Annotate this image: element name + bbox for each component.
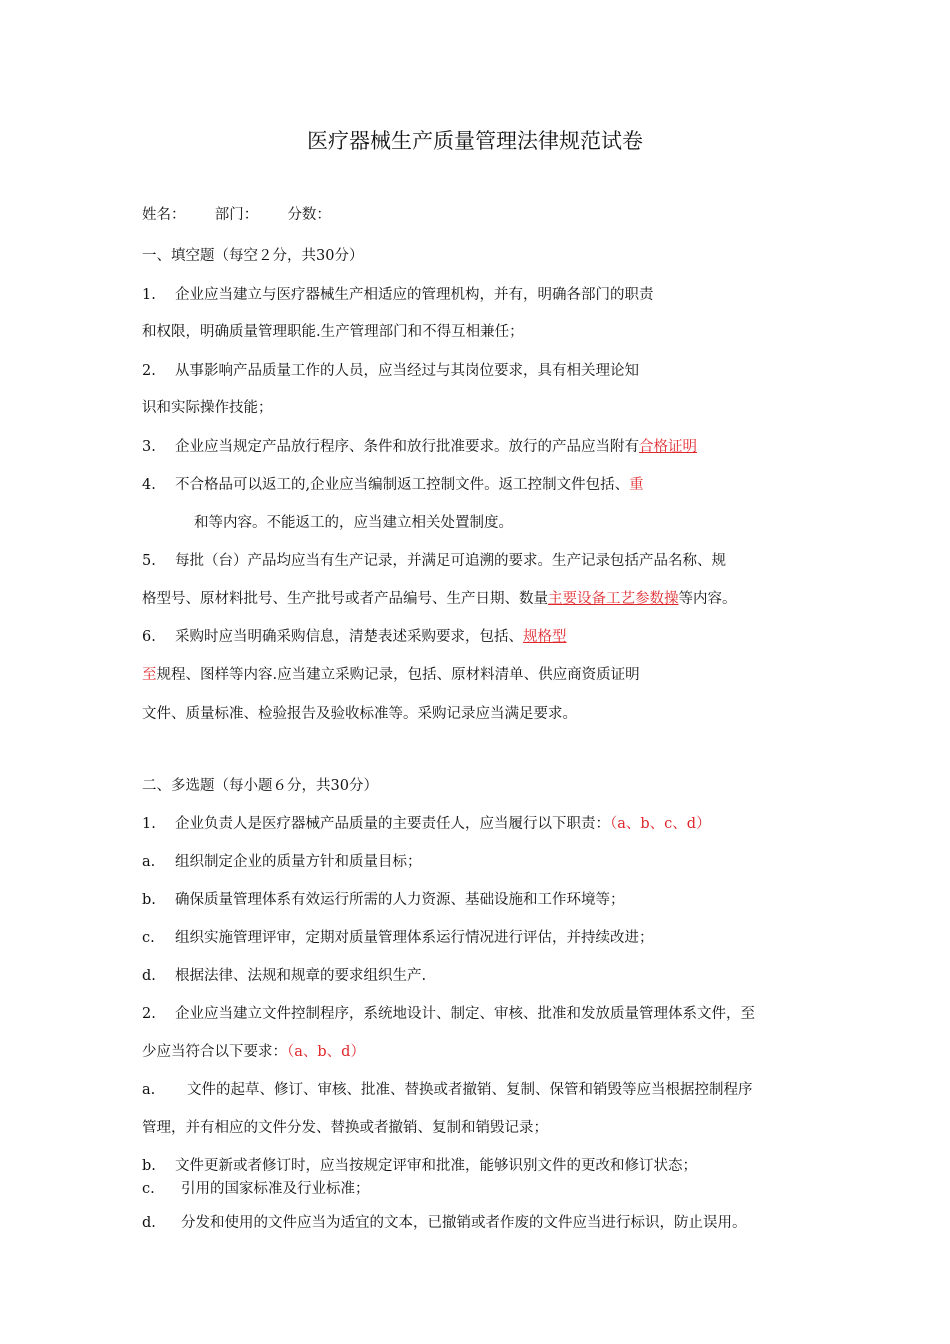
name-field-label: 姓名： [142,207,186,223]
option-d: d. 分发和使用的文件应当为适宜的文本，已撤销或者作废的文件应当进行标识，防止误用。 [142,1215,747,1231]
fill-question-6-cont2: 文件、质量标准、检验报告及验收标准等。采购记录应当满足要求。 [142,706,577,722]
answer-text: 规格型 [523,629,567,645]
option-a: a. 文件的起草、修订、审核、批准、替换或者撤销、复制、保管和销毁等应当根据控制程序 [142,1082,753,1098]
section2-heading: 二、多选题（每小题６分，共30分） [142,778,378,794]
answer-text: （a、b、d） [287,1044,365,1060]
fill-question-1: 1. 企业应当建立与医疗器械生产相适应的管理机构，并有，明确各部门的职责 [142,287,654,303]
fill-question-6: 6. 采购时应当明确采购信息，清楚表述采购要求，包括、规格型 [142,629,567,645]
fill-question-6-cont: 至规程、图样等内容.应当建立采购记录，包括、原材料清单、供应商资质证明 [142,667,640,683]
choice-question-1: 1. 企业负责人是医疗器械产品质量的主要责任人，应当履行以下职责：（a、b、c、d） [142,816,711,832]
fill-question-5: 5. 每批（台）产品均应当有生产记录，并满足可追溯的要求。生产记录包括产品名称、规 [142,553,726,569]
answer-text: （a、b、c、d） [610,816,711,832]
page-title: 医疗器械生产质量管理法律规范试卷 [307,129,643,153]
fill-question-1-cont: 和权限，明确质量管理职能.生产管理部门和不得互相兼任； [142,324,524,340]
fill-question-4-cont: 和等内容。不能返工的，应当建立相关处置制度。 [194,515,513,531]
option-a-cont: 管理，并有相应的文件分发、替换或者撤销、复制和销毁记录； [142,1120,548,1136]
score-field-label: 分数： [287,207,331,223]
fill-question-4: 4. 不合格品可以返工的,企业应当编制返工控制文件。返工控制文件包括、重 [142,477,644,493]
choice-question-2-cont: 少应当符合以下要求：（a、b、d） [142,1044,365,1060]
header-fields [142,205,331,225]
dept-field-label: 部门： [214,207,259,223]
fill-question-2: 2. 从事影响产品质量工作的人员，应当经过与其岗位要求，具有相关理论知 [142,363,639,379]
answer-text: 至 [142,667,157,683]
fill-question-2-cont: 识和实际操作技能； [142,400,273,416]
option-d: d. 根据法律、法规和规章的要求组织生产. [142,968,427,984]
option-c: c. 引用的国家标准及行业标准； [142,1181,370,1197]
option-b: b. 文件更新或者修订时，应当按规定评审和批准，能够识别文件的更改和修订状态； [142,1158,697,1174]
option-c: c. 组织实施管理评审，定期对质量管理体系运行情况进行评估，并持续改进； [142,930,654,946]
answer-text: 合格证明 [639,439,697,455]
option-b: b. 确保质量管理体系有效运行所需的人力资源、基础设施和工作环境等； [142,892,625,908]
answer-text: 主要设备工艺参数操 [548,591,679,607]
choice-question-2: 2. 企业应当建立文件控制程序，系统地设计、制定、审核、批准和发放质量管理体系文件，至 [142,1006,755,1022]
fill-question-3: 3. 企业应当规定产品放行程序、条件和放行批准要求。放行的产品应当附有合格证明 [142,439,697,455]
section1-heading: 一、填空题（每空２分，共30分） [142,248,364,264]
fill-question-5-cont: 格型号、原材料批号、生产批号或者产品编号、生产日期、数量主要设备工艺参数操等内容。 [142,591,737,607]
answer-text: 重 [629,477,644,493]
option-a: a. 组织制定企业的质量方针和质量目标； [142,854,422,870]
